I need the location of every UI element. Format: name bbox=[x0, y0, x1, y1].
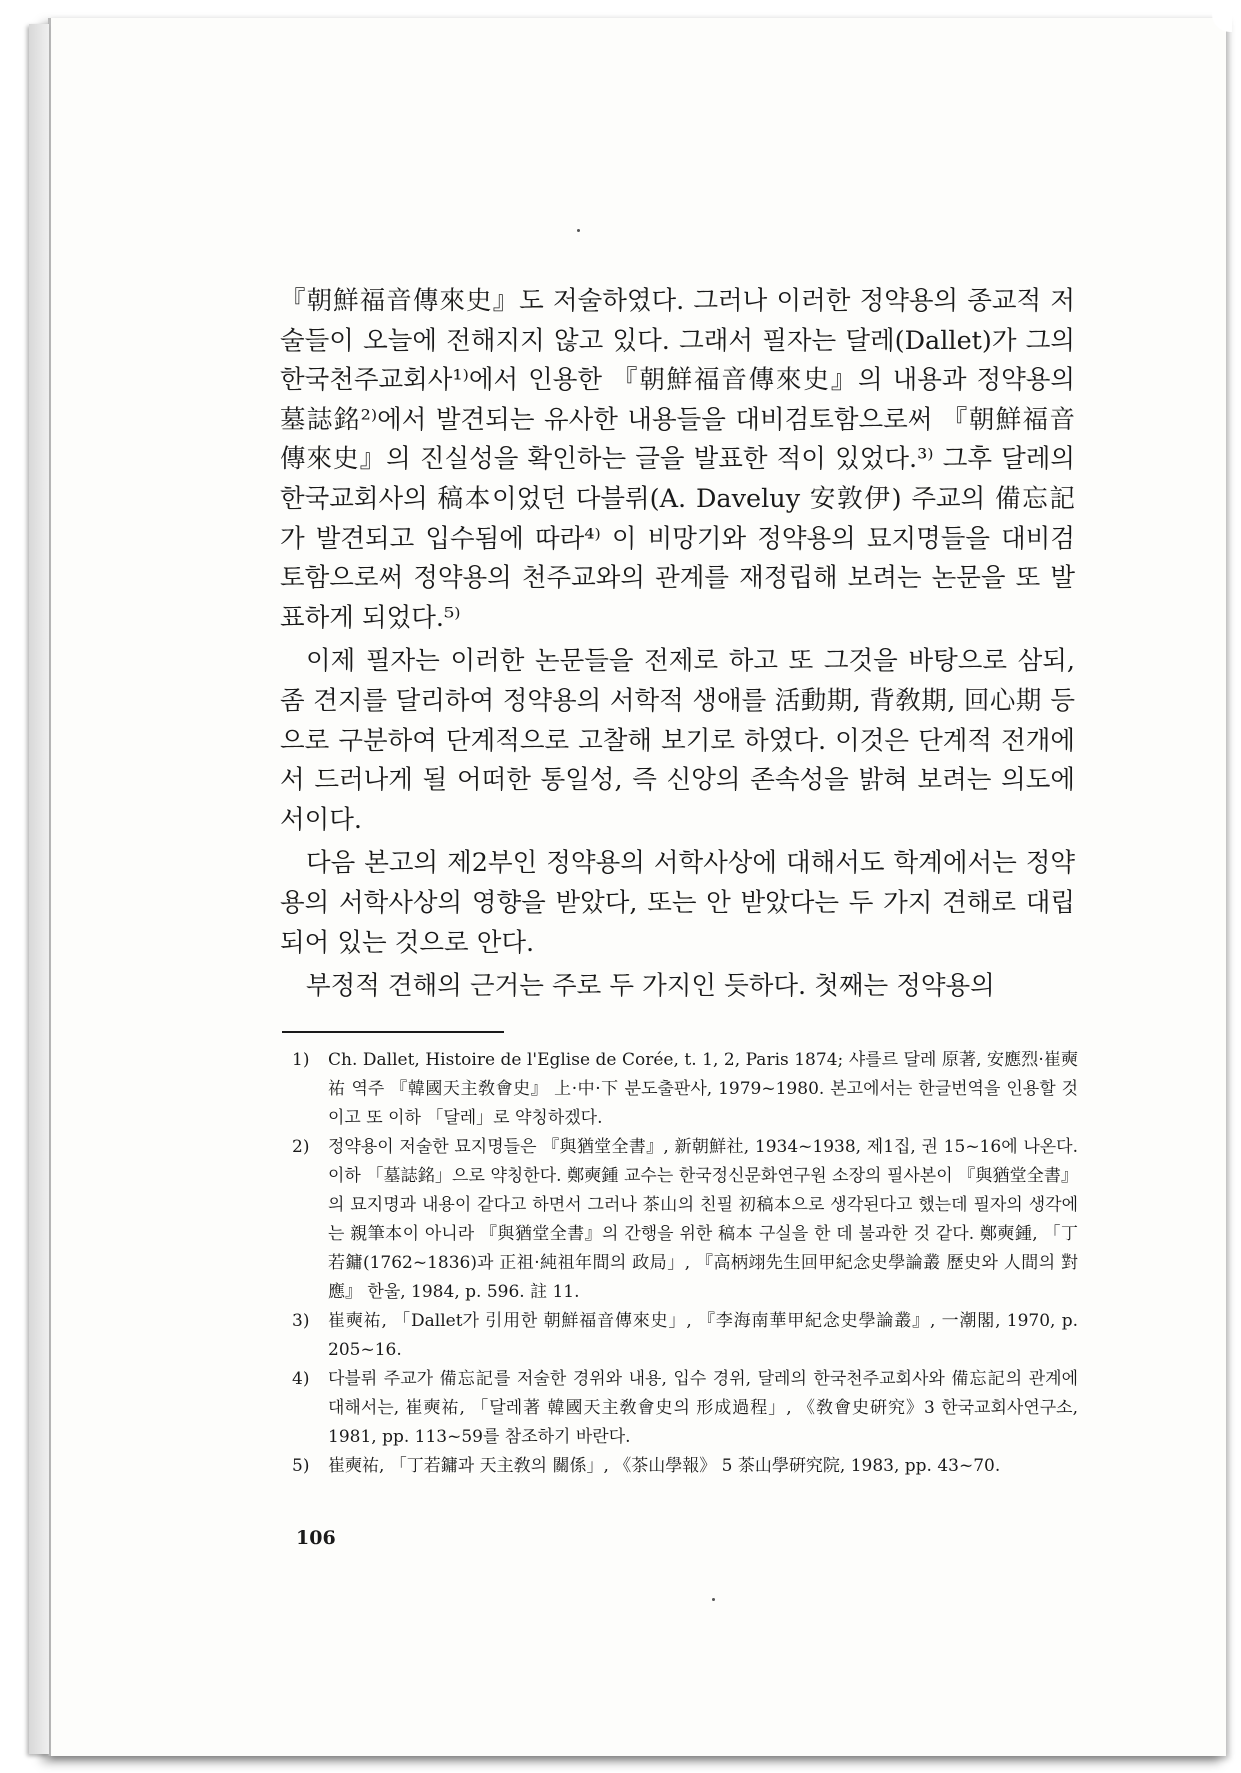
footnote-4 bbox=[292, 1365, 1078, 1452]
footnote-text: 다블뤼 주교가 備忘記를 저술한 경위와 내용, 입수 경위, 달레의 한국천주교회사와 備忘記의 관계에 대해서는, 崔奭祐, 「달레著 韓國天主敎會史의 形成過程」, 《敎會史硏究》3 한국교회사연구소, 1981, pp. 113~59를 참조하기 바란다. bbox=[328, 1369, 1078, 1447]
paragraph-2: 이제 필자는 이러한 논문들을 전제로 하고 또 그것을 바탕으로 삼되, 좀 견지를 달리하여 정약용의 서학적 생애를 活動期, 背敎期, 回心期 등으로 구분하여 단계적으로 고찰해 보기로 하였다. 이것은 단계적 전개에서 드러나게 될 어떠한 통일성, 즉 신앙의 존속성을 밝혀 보려는 의도에서이다. bbox=[280, 646, 1075, 835]
footnote-number: 3) bbox=[292, 1311, 310, 1331]
footnote-2 bbox=[292, 1133, 1078, 1307]
footnote-number: 2) bbox=[292, 1137, 310, 1157]
page-number: 106 bbox=[296, 1527, 336, 1549]
footnote-number: 1) bbox=[292, 1050, 310, 1070]
page-corner bbox=[1212, 12, 1232, 32]
scan-speck bbox=[577, 229, 580, 232]
footnotes bbox=[292, 1046, 1078, 1481]
footnote-1 bbox=[292, 1046, 1078, 1133]
paragraph-3: 다음 본고의 제2부인 정약용의 서학사상에 대해서도 학계에서는 정약용의 서학사상의 영향을 받았다, 또는 안 받았다는 두 가지 견해로 대립되어 있는 것으로 안다. bbox=[280, 848, 1075, 958]
footnote-number: 4) bbox=[292, 1369, 310, 1389]
footnote-text: 정약용이 저술한 묘지명들은 『與猶堂全書』, 新朝鮮社, 1934~1938, 제1집, 권 15~16에 나온다. 이하 「墓誌銘」으로 약칭한다. 鄭奭鍾 교수는 한국정신문화연구원 소장의 필사본이 『與猶堂全書』의 묘지명과 내용이 같다고 하면서 그러나 茶山의 친필 初稿本으로 생각된다고 했는데 필자의 생각에는 親筆本이 아니라 『與猶堂全書』의 간행을 위한 稿本 구실을 한 데 불과한 것 같다. 鄭奭鍾, 「丁若鏞(1762~1836)과 正祖·純祖年間의 政局」, 『高柄翊先生回甲紀念史學論叢 歷史와 人間의 對應』 한울, 1984, p. 596. 註 11. bbox=[328, 1137, 1078, 1302]
paragraph-4: 부정적 견해의 근거는 주로 두 가지인 듯하다. 첫째는 정약용의 bbox=[306, 971, 995, 1002]
footnote-text: 崔奭祐, 「丁若鏞과 天主敎의 關係」, 《茶山學報》 5 茶山學硏究院, 1983, pp. 43~70. bbox=[328, 1456, 1001, 1476]
footnote-5 bbox=[292, 1452, 1078, 1481]
scan-speck bbox=[712, 1598, 715, 1601]
footnote-3 bbox=[292, 1307, 1078, 1365]
footnote-number: 5) bbox=[292, 1456, 310, 1476]
main-text bbox=[280, 282, 1075, 1007]
footnote-text: Ch. Dallet, Histoire de l'Eglise de Corée, t. 1, 2, Paris 1874; 샤를르 달레 原著, 安應烈·崔奭祐 역주 『韓國天主敎會史』 上·中·下 분도출판사, 1979~1980. 본고에서는 한글번역을 인용할 것이고 또 이하 「달레」로 약칭하겠다. bbox=[328, 1050, 1078, 1128]
paragraph-1: 『朝鮮福音傳來史』도 저술하였다. 그러나 이러한 정약용의 종교적 저술들이 오늘에 전해지지 않고 있다. 그래서 필자는 달레(Dallet)가 그의 한국천주교회사¹⁾에서 인용한 『朝鮮福音傳來史』의 내용과 정약용의 墓誌銘²⁾에서 발견되는 유사한 내용들을 대비검토함으로써 『朝鮮福音傳來史』의 진실성을 확인하는 글을 발표한 적이 있었다.³⁾ 그후 달레의 한국교회사의 稿本이었던 다블뤼(A. Daveluy 安敦伊) 주교의 備忘記가 발견되고 입수됨에 따라⁴⁾ 이 비망기와 정약용의 묘지명들을 대비검토함으로써 정약용의 천주교와의 관계를 재정립해 보려는 논문을 또 발표하게 되었다.⁵⁾ bbox=[280, 286, 1075, 633]
footnote-text: 崔奭祐, 「Dallet가 引用한 朝鮮福音傳來史」, 『李海南華甲紀念史學論叢』, 一潮閣, 1970, p. 205~16. bbox=[328, 1311, 1078, 1360]
footnote-separator bbox=[282, 1031, 504, 1033]
